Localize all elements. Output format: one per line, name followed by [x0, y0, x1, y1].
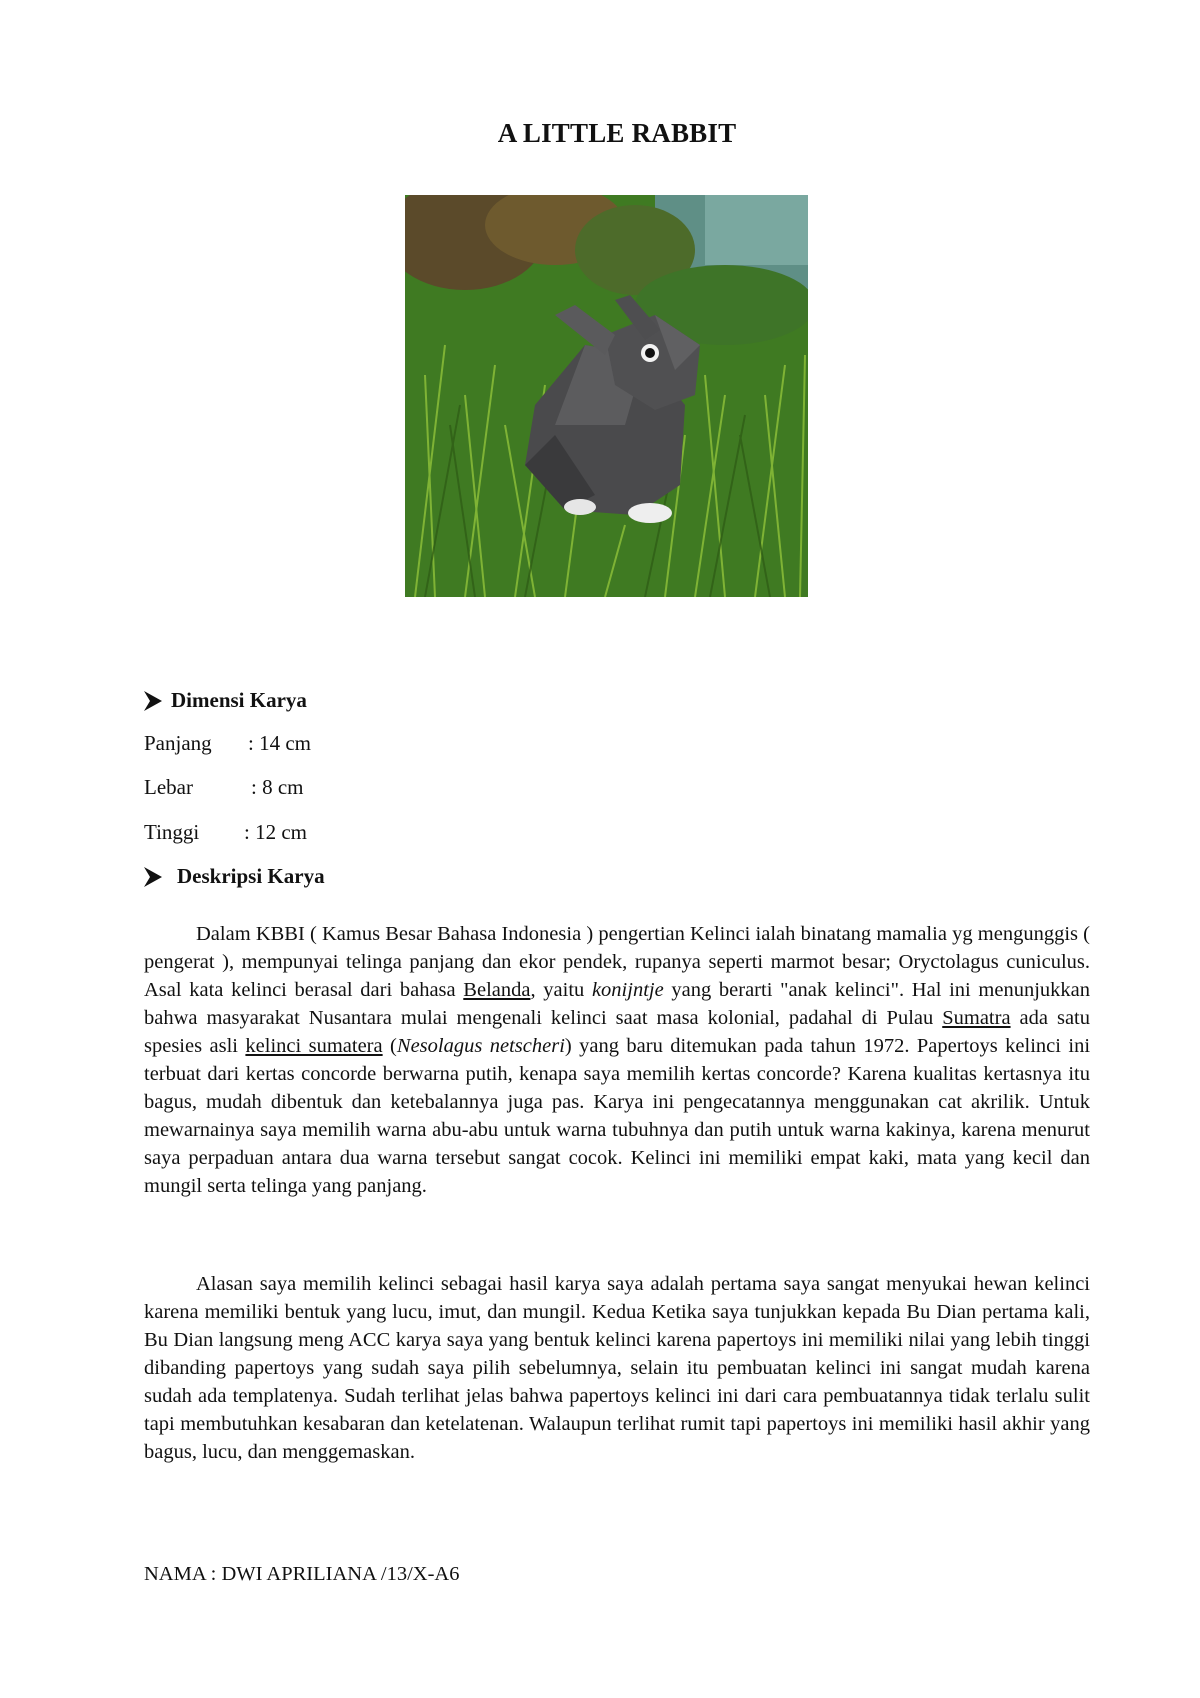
arrowhead-bullet-icon	[144, 691, 162, 711]
link-sumatra[interactable]: Sumatra	[942, 1007, 1011, 1029]
dimension-heading	[144, 688, 307, 713]
page-title: A LITTLE RABBIT	[497, 118, 737, 148]
dimension-row-width	[144, 775, 304, 800]
papertoy-rabbit-illustration	[405, 195, 808, 597]
dimension-heading-text: Dimensi Karya	[171, 688, 307, 712]
dimension-value: : 14 cm	[248, 731, 311, 755]
description-heading-text: Deskripsi Karya	[177, 864, 325, 888]
link-kelinci-sumatera[interactable]: kelinci sumatera	[245, 1035, 383, 1057]
arrowhead-bullet-icon	[144, 867, 162, 887]
description-paragraph-1: Dalam KBBI ( Kamus Besar Bahasa Indonesia ) pengertian Kelinci ialah binatang mamalia yg mengunggis ( pengerat ), mempunyai telinga panjang dan ekor pendek, rupanya seperti marmot besar; Oryctolagus cuniculus. Asal kata kelinci berasal dari bahasa Belanda, yaitu konijntje yang berarti "anak kelinci". Hal ini menunjukkan bahwa masyarakat Nusantara mulai mengenali kelinci saat masa kolonial, padahal di Pulau Sumatra ada satu spesies asli kelinci sumatera (Nesolagus netscheri) yang baru ditemukan pada tahun 1972. Papertoys kelinci ini terbuat dari kertas concorde berwarna putih, kenapa saya memilih kertas concorde? Karena kualitas kertasnya itu bagus, mudah dibentuk dan ketebalannya juga pas. Karya ini pengecatannya menggunakan cat akrilik. Untuk mewarnainya saya memilih warna abu-abu untuk warna tubuhnya dan putih untuk warna kakinya, karena menurut saya perpaduan antara dua warna tersebut sangat cocok. Kelinci ini memiliki empat kaki, mata yang kecil dan mungil serta telinga yang panjang.	[144, 923, 1091, 1197]
dimension-label: Tinggi	[144, 820, 200, 844]
dimension-value: : 8 cm	[251, 775, 304, 799]
dimension-value: : 12 cm	[244, 820, 307, 844]
rabbit-photo	[405, 195, 808, 597]
description-heading	[144, 864, 325, 889]
author-footer: NAMA : DWI APRILIANA /13/X-A6	[144, 1563, 460, 1585]
link-belanda[interactable]: Belanda	[463, 979, 531, 1001]
dimension-row-height	[144, 820, 307, 845]
dimension-label: Lebar	[144, 775, 193, 799]
dimension-row-length	[144, 731, 311, 756]
description-paragraph-2: Alasan saya memilih kelinci sebagai hasil karya saya adalah pertama saya sangat menyukai hewan kelinci karena memiliki bentuk yang lucu, imut, dan mungil. Kedua Ketika saya tunjukkan kepada Bu Dian pertama kali, Bu Dian langsung meng ACC karya saya yang bentuk kelinci karena papertoys ini memiliki nilai yang lebih tinggi dibanding papertoys yang sudah saya pilih sebelumnya, selain itu pembuatan kelinci ini sangat mudah karena sudah ada templatenya. Sudah terlihat jelas bahwa papertoys kelinci ini dari cara pembuatannya tidak terlalu sulit tapi membutuhkan kesabaran dan ketelatenan. Walaupun terlihat rumit tapi papertoys ini memiliki hasil akhir yang bagus, lucu, dan menggemaskan.	[144, 1273, 1090, 1463]
dimension-label: Panjang	[144, 731, 212, 755]
